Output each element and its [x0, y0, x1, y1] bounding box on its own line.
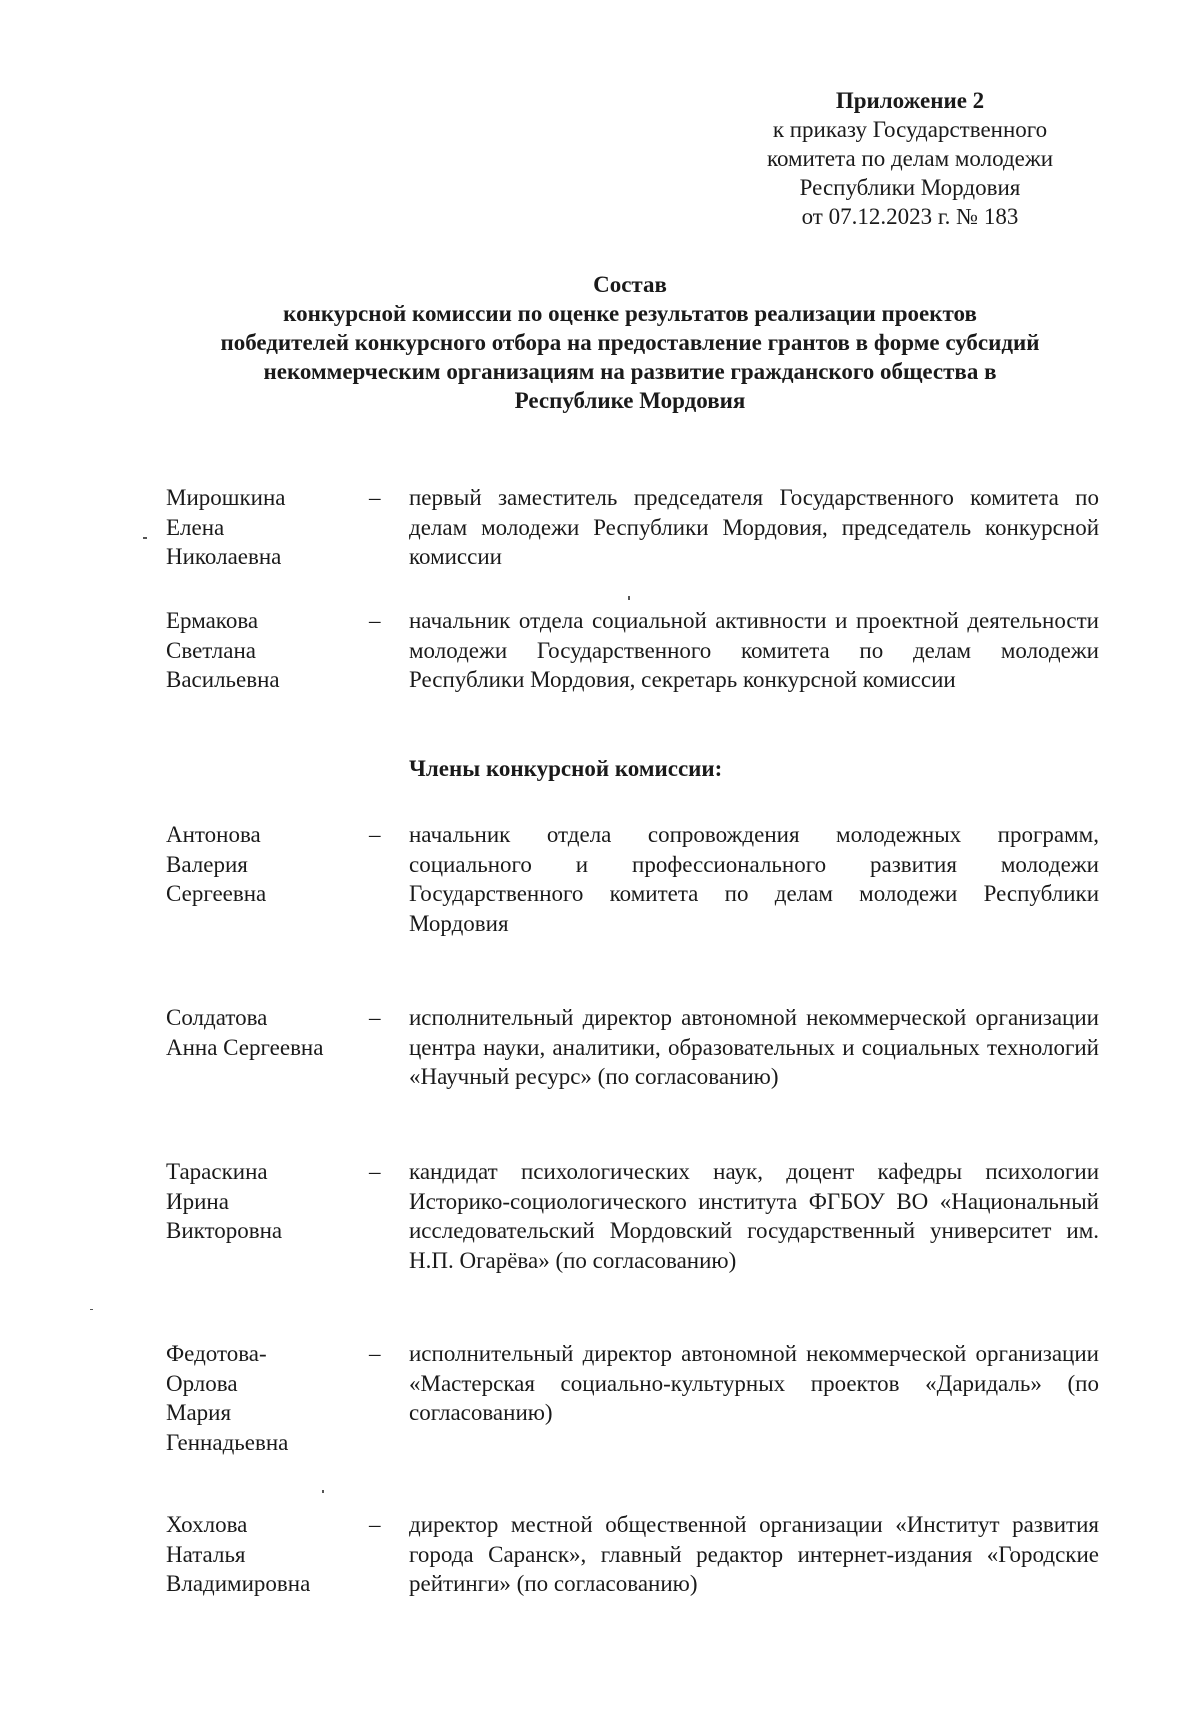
person-description: кандидат психологических наук, доцент кафедры психологии Историко-социологического института ФГБОУ ВО «Национальный исследовательский Мордовский государственный университет им. Н.П. Огарёва» (по согласованию) — [409, 1159, 1099, 1273]
name-line: Викторовна — [166, 1218, 283, 1243]
title-line: некоммерческим организациям на развитие гражданского общества в — [263, 359, 997, 384]
name-line: Геннадьевна — [166, 1429, 289, 1455]
name-line: Наталья — [166, 1541, 246, 1567]
title-line: победителей конкурсного отбора на предоставление грантов в форме субсидий — [220, 330, 1040, 355]
person-description: начальник отдела социальной активности и проектной деятельности молодежи Государственного комитета по делам молодежи Республики Мордовия, секретарь конкурсной комиссии — [409, 608, 1099, 692]
dash-separator: – — [369, 485, 381, 510]
dash-separator: – — [369, 1159, 381, 1184]
document-title — [130, 270, 1130, 415]
name-line: Ирина — [166, 1188, 229, 1214]
members-heading: Члены конкурсной комиссии: — [409, 756, 723, 781]
name-line: Елена — [166, 514, 225, 540]
name-line: Мирошкина — [166, 485, 286, 510]
person-description: первый заместитель председателя Государственного комитета по делам молодежи Республики Мордовия, председатель конкурсной комиссии — [409, 485, 1099, 569]
appendix-block — [745, 86, 1075, 231]
name-line: Васильевна — [166, 667, 280, 692]
person-name — [166, 1003, 366, 1062]
name-line: Анна Сергеевна — [166, 1034, 324, 1060]
appendix-line: от 07.12.2023 г. № 183 — [801, 204, 1019, 229]
scan-speck — [628, 596, 630, 600]
person-description: исполнительный директор автономной некоммерческой организации центра науки, аналитики, образовательных и социальных технологий «Научный ресурс» (по согласованию) — [409, 1005, 1099, 1089]
dash-separator: – — [369, 608, 381, 633]
scan-speck — [90, 1309, 93, 1310]
person-name — [166, 1339, 366, 1457]
dash-separator: – — [369, 1005, 381, 1030]
appendix-line: комитета по делам молодежи — [766, 146, 1054, 171]
person-description: директор местной общественной организации «Институт развития города Саранск», главный редактор интернет-издания «Городские рейтинги» (по согласованию) — [409, 1512, 1099, 1596]
scan-speck — [143, 537, 147, 539]
person-name — [166, 820, 366, 909]
person-description: начальник отдела сопровождения молодежных программ, социального и профессионального развития молодежи Государственного комитета по делам молодежи Республики Мордовия — [409, 822, 1099, 936]
dash-separator: – — [369, 822, 381, 847]
name-line: Светлана — [166, 637, 256, 663]
person-name — [166, 483, 366, 572]
name-line: Орлова — [166, 1370, 238, 1396]
person-description: исполнительный директор автономной некоммерческой организации «Мастерская социально-культурных проектов «Даридаль» (по согласованию) — [409, 1341, 1099, 1425]
scan-speck — [322, 1490, 324, 1493]
name-line: Валерия — [166, 851, 248, 877]
title-line: конкурсной комиссии по оценке результатов реализации проектов — [283, 301, 977, 326]
name-line: Николаевна — [166, 544, 282, 569]
person-name — [166, 1157, 366, 1246]
dash-separator: – — [369, 1512, 381, 1537]
name-line: Антонова — [166, 822, 261, 847]
dash-separator: – — [369, 1341, 381, 1366]
name-line: Хохлова — [166, 1512, 248, 1537]
title-line: Состав — [593, 272, 667, 297]
appendix-line: к приказу Государственного — [772, 117, 1048, 142]
name-line: Федотова- — [166, 1341, 267, 1366]
appendix-line: Республики Мордовия — [799, 175, 1021, 200]
person-name — [166, 1510, 366, 1599]
person-name — [166, 606, 366, 695]
title-line: Республике Мордовия — [514, 388, 746, 413]
name-line: Тараскина — [166, 1159, 268, 1184]
name-line: Владимировна — [166, 1571, 311, 1596]
name-line: Мария — [166, 1400, 232, 1425]
name-line: Сергеевна — [166, 881, 267, 906]
name-line: Ермакова — [166, 608, 259, 633]
name-line: Солдатова — [166, 1005, 268, 1030]
appendix-heading: Приложение 2 — [835, 88, 985, 113]
